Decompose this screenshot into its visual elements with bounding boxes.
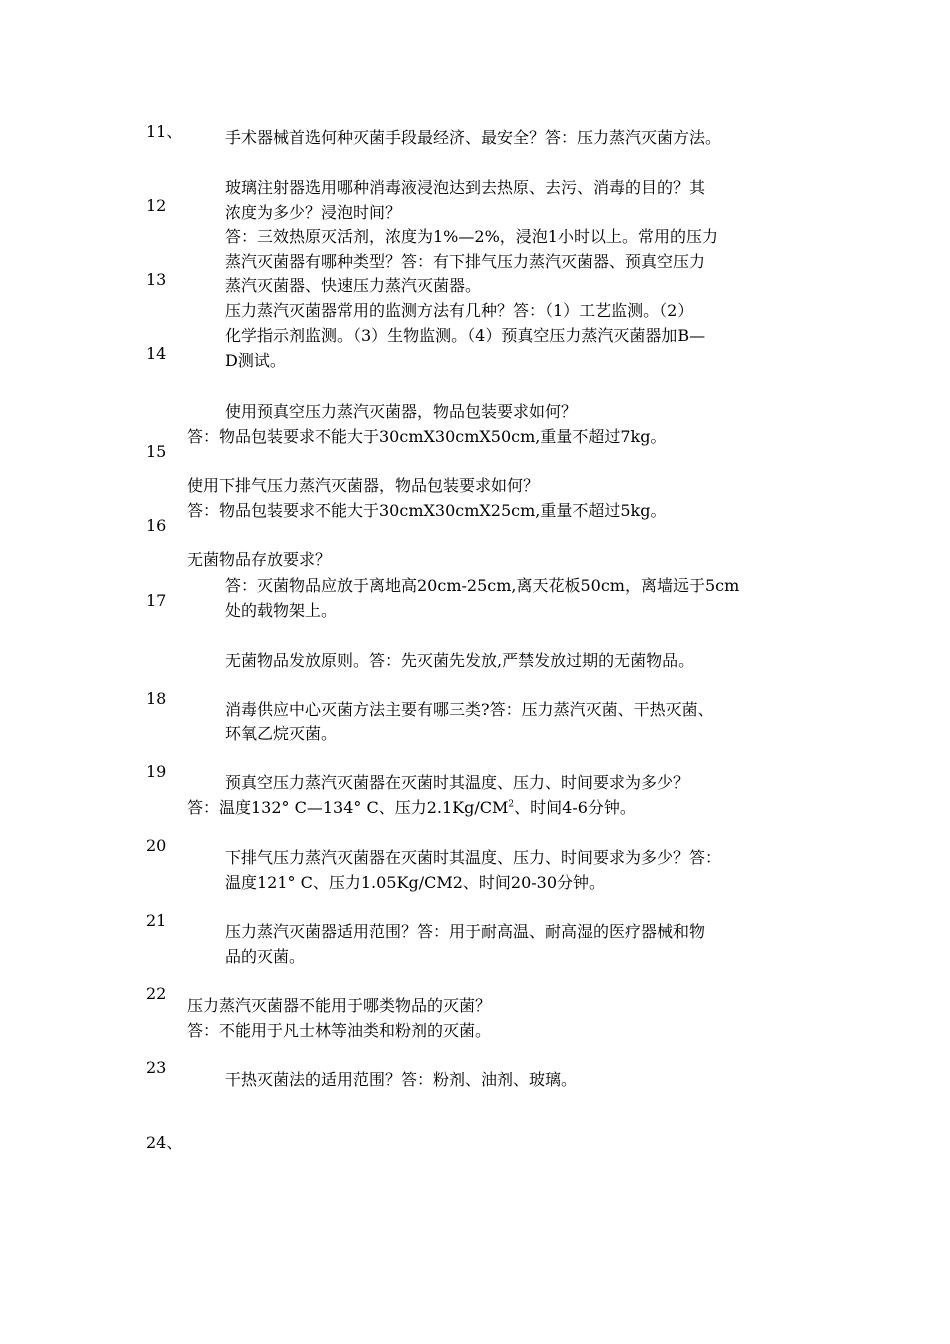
item-number-15: 15 — [146, 442, 167, 461]
q18-line: 无菌物品发放原则。答：先灭菌先发放,严禁发放过期的无菌物品。 — [225, 651, 695, 670]
q19-line-1: 消毒供应中心灭菌方法主要有哪三类?答：压力蒸汽灭菌、干热灭菌、 — [225, 700, 714, 719]
item-number-17: 17 — [146, 591, 167, 610]
q21-line-2: 温度121° C、压力1.05Kg/CM2、时间20-30分钟。 — [225, 873, 606, 892]
item-number-22: 22 — [146, 984, 167, 1003]
q12-line-2: 浓度为多少？浸泡时间？ — [225, 203, 402, 222]
q23-answer: 答：不能用于凡士林等油类和粉剂的灭菌。 — [187, 1021, 492, 1040]
q11-line: 手术器械首选何种灭菌手段最经济、最安全？答：压力蒸汽灭菌方法。 — [225, 128, 722, 147]
item-number-24: 24、 — [146, 1133, 183, 1152]
q20-answer-superscript: 2 — [508, 799, 515, 810]
item-number-16: 16 — [146, 516, 167, 535]
q16-question: 使用下排气压力蒸汽灭菌器，物品包装要求如何？ — [187, 476, 540, 495]
item-number-11: 11、 — [146, 122, 183, 141]
q13-line-2: 蒸汽灭菌器、快速压力蒸汽灭菌器。 — [225, 276, 482, 295]
item-number-13: 13 — [146, 270, 167, 289]
item-number-20: 20 — [146, 836, 167, 855]
q20-answer-text-tail: 、时间4-6分钟。 — [514, 798, 636, 817]
q23-question: 压力蒸汽灭菌器不能用于哪类物品的灭菌？ — [187, 996, 492, 1015]
item-number-21: 21 — [146, 911, 167, 930]
q16-answer: 答：物品包装要求不能大于30cmX30cmX25cm,重量不超过5kg。 — [187, 501, 667, 520]
item-number-23: 23 — [146, 1058, 167, 1077]
item-number-18: 18 — [146, 689, 167, 708]
q14-line-1: 压力蒸汽灭菌器常用的监测方法有几种？答：（1）工艺监测。（2） — [225, 301, 694, 320]
q14-line-3: D测试。 — [225, 351, 286, 370]
q12-answer-line: 答：三效热原灭活剂，浓度为1%—2%，浸泡1小时以上。常用的压力 — [225, 227, 718, 246]
q24-line: 干热灭菌法的适用范围？答：粉剂、油剂、玻璃。 — [225, 1070, 578, 1089]
q17-answer-line-2: 处的载物架上。 — [225, 601, 338, 620]
q17-answer-line-1: 答：灭菌物品应放于离地高20cm-25cm,离天花板50cm，离墙远于5cm — [225, 576, 740, 595]
q21-line-1: 下排气压力蒸汽灭菌器在灭菌时其温度、压力、时间要求为多少？答： — [225, 848, 722, 867]
q20-answer-text: 答：温度132° C—134° C、压力2.1Kg/CM — [187, 798, 509, 817]
q19-line-2: 环氧乙烷灭菌。 — [225, 724, 338, 743]
q14-line-2: 化学指示剂监测。（3）生物监测。（4）预真空压力蒸汽灭菌器加B— — [225, 326, 706, 345]
q12-line-1: 玻璃注射器选用哪种消毒液浸泡达到去热原、去污、消毒的目的？其 — [225, 178, 706, 197]
item-number-19: 19 — [146, 762, 167, 781]
q15-answer: 答：物品包装要求不能大于30cmX30cmX50cm,重量不超过7kg。 — [187, 427, 667, 446]
q20-answer — [187, 796, 636, 820]
q13-line-1: 蒸汽灭菌器有哪种类型？答：有下排气压力蒸汽灭菌器、预真空压力 — [225, 252, 706, 271]
q20-question: 预真空压力蒸汽灭菌器在灭菌时其温度、压力、时间要求为多少？ — [225, 773, 690, 792]
q22-line-2: 品的灭菌。 — [225, 947, 306, 966]
q17-question: 无菌物品存放要求？ — [187, 550, 332, 569]
q22-line-1: 压力蒸汽灭菌器适用范围？答：用于耐高温、耐高湿的医疗器械和物 — [225, 922, 706, 941]
item-number-12: 12 — [146, 196, 167, 215]
q15-question: 使用预真空压力蒸汽灭菌器，物品包装要求如何？ — [225, 402, 578, 421]
item-number-14: 14 — [146, 344, 167, 363]
